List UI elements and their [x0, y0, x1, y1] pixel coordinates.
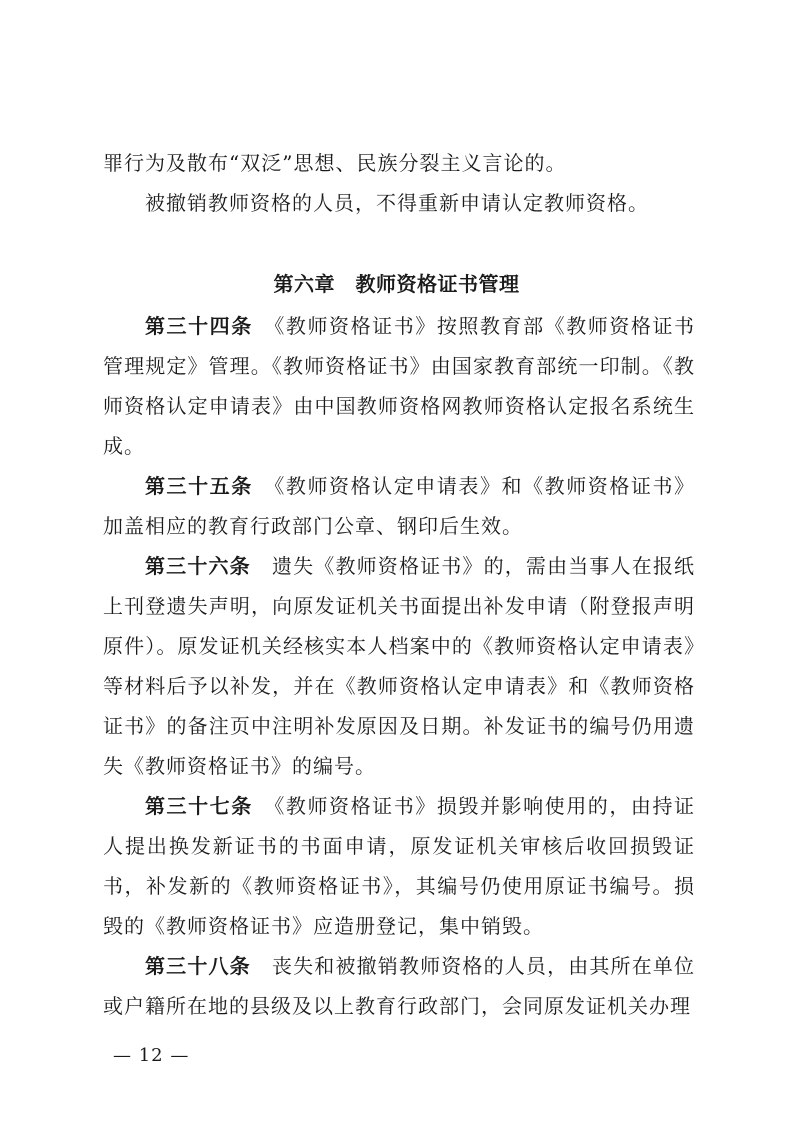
article-37-label: 第三十七条: [145, 794, 253, 818]
page-number: — 12 —: [113, 1045, 190, 1066]
article-36-label: 第三十六条: [145, 554, 251, 578]
article-36-text: 遗失《教师资格证书》的，需由当事人在报纸上刊登遗失声明，向原发证机关书面提出补发申请（附登报声明原件）。原发证机关经核实本人档案中的《教师资格认定申请表》等材料后予以补发，并在《教师资格认定申请表》和《教师资格证书》的备注页中注明补发原因及日期。补发证书的编号仍用遗失《教师资格证书》的编号。: [103, 554, 696, 778]
article-35-label: 第三十五条: [145, 474, 253, 498]
chapter-title: 第六章 教师资格证书管理: [273, 272, 520, 296]
article-34-text: 《教师资格证书》按照教育部《教师资格证书管理规定》管理。《教师资格证书》由国家教育部统一印制。《教师资格认定申请表》由中国教师资格网教师资格认定报名系统生成。: [103, 314, 696, 458]
preface-block: [103, 143, 695, 223]
article-38-text: 丧失和被撤销教师资格的人员，由其所在单位或户籍所在地的县级及以上教育行政部门，会同原发证机关办理: [103, 954, 696, 1018]
article-38: [103, 946, 695, 1026]
preface-continuation-line: 罪行为及散布“双泛”思想、民族分裂主义言论的。: [103, 151, 567, 175]
article-36: [103, 546, 695, 786]
article-37: [103, 786, 695, 946]
article-35: [103, 466, 695, 546]
article-34-label: 第三十四条: [145, 314, 253, 338]
article-38-label: 第三十八条: [145, 954, 251, 978]
articles-block: [103, 306, 695, 1026]
article-37-text: 《教师资格证书》损毁并影响使用的，由持证人提出换发新证书的书面申请，原发证机关审核后收回损毁证书，补发新的《教师资格证书》，其编号仍使用原证书编号。损毁的《教师资格证书》应造册登记，集中销毁。: [103, 794, 696, 938]
article-35-text: 《教师资格认定申请表》和《教师资格证书》加盖相应的教育行政部门公章、钢印后生效。: [103, 474, 696, 538]
preface-revocation-paragraph: 被撤销教师资格的人员，不得重新申请认定教师资格。: [145, 191, 649, 215]
article-34: [103, 306, 695, 466]
